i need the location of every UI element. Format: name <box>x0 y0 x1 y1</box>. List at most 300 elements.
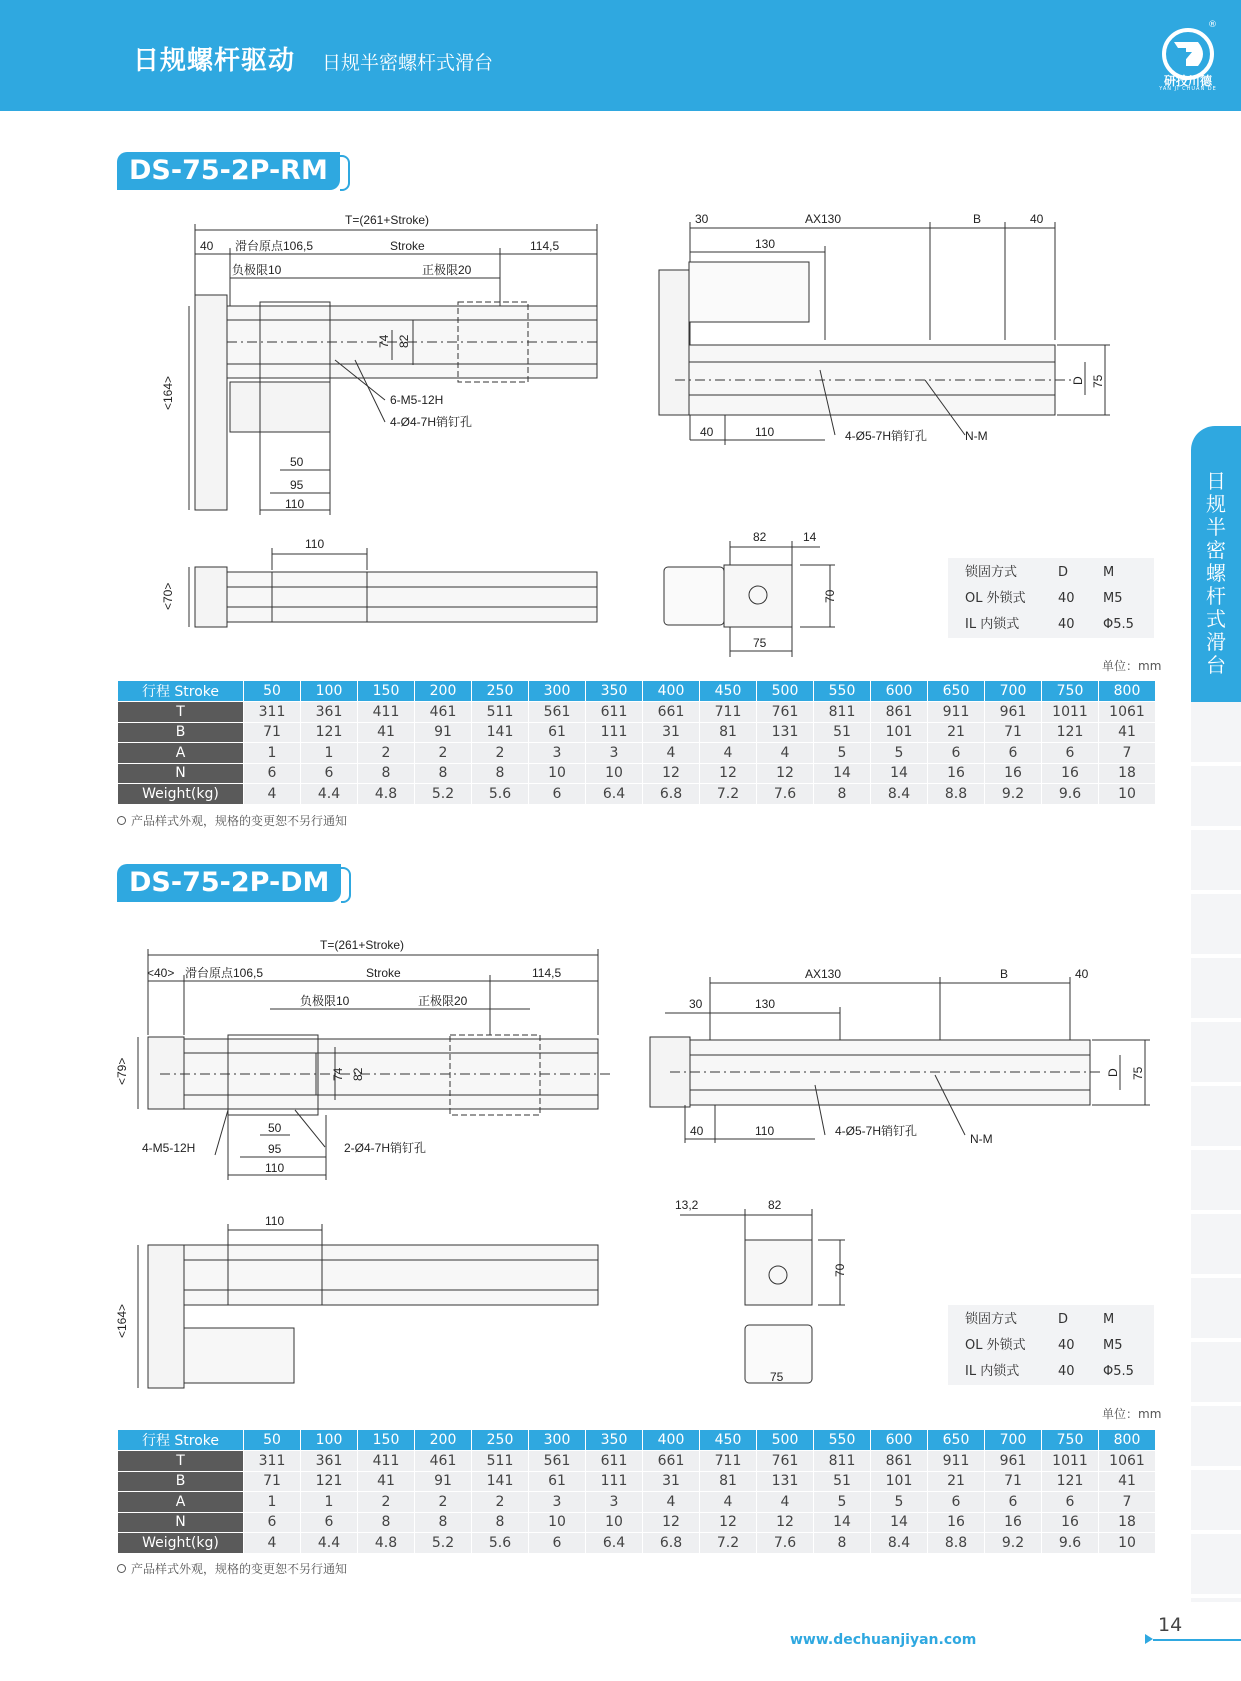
spec-stroke-cell: 500 <box>757 681 814 702</box>
spec-cell: 311 <box>244 1451 301 1472</box>
spec-stroke-cell: 750 <box>1042 1430 1099 1451</box>
spec-cell: 3 <box>529 743 586 764</box>
spec-cell: 1 <box>244 743 301 764</box>
spec-header-label: 行程 Stroke <box>118 681 244 702</box>
spec-cell: 61 <box>529 1471 586 1492</box>
page-underline <box>1153 1639 1241 1641</box>
spec-cell: 6.4 <box>586 1533 643 1554</box>
spec-cell: 8 <box>415 1512 472 1533</box>
lock-row <box>948 1333 1154 1359</box>
spec-cell: 16 <box>1042 763 1099 784</box>
lock-row <box>948 1307 1154 1333</box>
spec-cell: 2 <box>358 1492 415 1513</box>
dm-side-b: B <box>1000 967 1009 981</box>
spec-stroke-cell: 100 <box>301 1430 358 1451</box>
spec-cell: 8.4 <box>871 1533 928 1554</box>
spec-stroke-cell: 300 <box>529 1430 586 1451</box>
spec-stroke-cell: 600 <box>871 681 928 702</box>
spec-cell: 14 <box>871 763 928 784</box>
registered-mark: ® <box>1208 20 1217 30</box>
spec-cell: 1 <box>301 743 358 764</box>
dm-dim-79: <79> <box>115 1057 129 1085</box>
spec-stroke-cell: 650 <box>928 1430 985 1451</box>
spec-stroke-cell: 250 <box>472 1430 529 1451</box>
lock-table-rm <box>948 558 1154 638</box>
spec-stroke-cell: 450 <box>700 1430 757 1451</box>
lock-row <box>948 586 1154 612</box>
spec-cell: 8.8 <box>928 784 985 805</box>
spec-cell: 5.6 <box>472 1533 529 1554</box>
dm-dim-neg: 负极限10 <box>300 994 350 1008</box>
spec-cell: 4.4 <box>301 784 358 805</box>
unit-label-rm: 单位：mm <box>1102 659 1162 673</box>
spec-cell: 61 <box>529 722 586 743</box>
spec-cell: 6 <box>985 1492 1042 1513</box>
spec-cell: 561 <box>529 1451 586 1472</box>
drawing-side-view-dm <box>645 965 1165 1155</box>
lock-cell: M5 <box>1103 1338 1123 1353</box>
page-header <box>0 0 1241 111</box>
spec-cell: 14 <box>871 1512 928 1533</box>
spec-stroke-cell: 500 <box>757 1430 814 1451</box>
spec-cell: 561 <box>529 702 586 723</box>
side-stripes <box>1191 702 1241 1602</box>
spec-cell: 2 <box>472 1492 529 1513</box>
end-dim-82: 82 <box>753 530 767 544</box>
spec-cell: 51 <box>814 722 871 743</box>
dm-dim-82: 82 <box>351 1067 365 1081</box>
page-arrow-icon <box>1145 1634 1153 1644</box>
spec-cell: 8 <box>472 763 529 784</box>
drawing-end-view-rm <box>650 527 850 662</box>
spec-cell: 8 <box>814 784 871 805</box>
dm-holes-pin: 2-Ø4-7H销钉孔 <box>344 1141 427 1155</box>
spec-cell: 7.2 <box>700 784 757 805</box>
spec-cell: 761 <box>757 702 814 723</box>
side-dim-d: D <box>1071 376 1085 385</box>
dim-neg-limit: 负极限10 <box>232 263 282 277</box>
spec-cell: 3 <box>529 1492 586 1513</box>
spec-cell: 6 <box>301 1512 358 1533</box>
spec-cell: 8.4 <box>871 784 928 805</box>
spec-stroke-cell: 400 <box>643 1430 700 1451</box>
dm-dim-95: 95 <box>268 1142 282 1156</box>
spec-cell: 111 <box>586 722 643 743</box>
spec-cell: 961 <box>985 702 1042 723</box>
spec-cell: 9.6 <box>1042 784 1099 805</box>
spec-row-label: T <box>118 1451 244 1472</box>
dm-side-110: 110 <box>755 1124 775 1138</box>
spec-cell: 31 <box>643 1471 700 1492</box>
spec-cell: 1061 <box>1099 1451 1156 1472</box>
dm-dim-origin: 滑台原点106,5 <box>185 966 264 980</box>
spec-cell: 4 <box>643 743 700 764</box>
spec-cell: 6.4 <box>586 784 643 805</box>
note-rm: 产品样式外观，规格的变更恕不另行通知 <box>117 812 347 829</box>
spec-stroke-cell: 800 <box>1099 1430 1156 1451</box>
dm-side-40: 40 <box>1075 967 1089 981</box>
spec-cell: 861 <box>871 702 928 723</box>
spec-cell: 7.6 <box>757 1533 814 1554</box>
spec-cell: 5.2 <box>415 1533 472 1554</box>
spec-row <box>118 784 1156 805</box>
dm-side-nm: N-M <box>970 1132 993 1146</box>
spec-cell: 811 <box>814 702 871 723</box>
spec-cell: 71 <box>985 722 1042 743</box>
end-dim-14: 14 <box>803 530 817 544</box>
spec-stroke-cell: 700 <box>985 1430 1042 1451</box>
spec-cell: 1011 <box>1042 1451 1099 1472</box>
spec-cell: 411 <box>358 702 415 723</box>
spec-cell: 10 <box>1099 1533 1156 1554</box>
spec-cell: 6 <box>301 763 358 784</box>
side-dim-130: 130 <box>755 237 776 251</box>
spec-row-label: A <box>118 743 244 764</box>
spec-stroke-cell: 600 <box>871 1430 928 1451</box>
spec-cell: 131 <box>757 1471 814 1492</box>
spec-cell: 12 <box>700 763 757 784</box>
dim-82: 82 <box>397 334 411 348</box>
lock-cell: 锁固方式 <box>965 1312 1018 1327</box>
spec-cell: 611 <box>586 1451 643 1472</box>
dm-end-70: 70 <box>833 1263 847 1277</box>
spec-stroke-cell: 550 <box>814 681 871 702</box>
lock-table-dm <box>948 1305 1154 1385</box>
spec-cell: 14 <box>814 763 871 784</box>
dim-50: 50 <box>290 455 304 469</box>
spec-cell: 12 <box>700 1512 757 1533</box>
dm-side-75: 75 <box>1131 1066 1145 1080</box>
spec-stroke-cell: 750 <box>1042 681 1099 702</box>
spec-row-label: T <box>118 702 244 723</box>
spec-cell: 711 <box>700 1451 757 1472</box>
spec-cell: 1 <box>244 1492 301 1513</box>
spec-row <box>118 1512 1156 1533</box>
lock-cell: D <box>1058 565 1069 580</box>
spec-stroke-cell: 300 <box>529 681 586 702</box>
spec-cell: 71 <box>244 722 301 743</box>
spec-stroke-cell: 100 <box>301 681 358 702</box>
dm-dim-110: 110 <box>265 1161 285 1175</box>
spec-cell: 16 <box>928 763 985 784</box>
spec-cell: 41 <box>358 722 415 743</box>
dm-bottom-110: 110 <box>265 1214 285 1228</box>
dm-dim-114: 114,5 <box>532 966 562 980</box>
dim-110: 110 <box>285 497 305 511</box>
spec-cell: 4 <box>757 743 814 764</box>
dim-40: 40 <box>200 239 214 253</box>
spec-cell: 3 <box>586 743 643 764</box>
dm-dim-pos: 正极限20 <box>418 994 468 1008</box>
spec-row <box>118 1533 1156 1554</box>
spec-header-row <box>118 1430 1156 1451</box>
spec-cell: 16 <box>928 1512 985 1533</box>
spec-cell: 4 <box>700 1492 757 1513</box>
spec-cell: 4 <box>244 1533 301 1554</box>
spec-cell: 10 <box>529 763 586 784</box>
lock-cell: M5 <box>1103 591 1123 606</box>
spec-cell: 18 <box>1099 1512 1156 1533</box>
spec-cell: 4 <box>643 1492 700 1513</box>
spec-cell: 121 <box>1042 1471 1099 1492</box>
spec-row-label: Weight(kg) <box>118 1533 244 1554</box>
spec-cell: 81 <box>700 722 757 743</box>
side-dim-b: B <box>973 212 982 226</box>
end-dim-75: 75 <box>753 636 767 650</box>
dim-pos-limit: 正极限20 <box>422 263 472 277</box>
spec-cell: 8 <box>415 763 472 784</box>
spec-cell: 101 <box>871 1471 928 1492</box>
spec-cell: 1 <box>301 1492 358 1513</box>
spec-cell: 31 <box>643 722 700 743</box>
spec-cell: 6 <box>1042 743 1099 764</box>
dim-114: 114,5 <box>530 239 560 253</box>
lock-cell: M <box>1103 1312 1115 1327</box>
dm-side-ax: AX130 <box>805 967 842 981</box>
dm-dim-stroke: Stroke <box>366 966 401 980</box>
spec-cell: 12 <box>757 763 814 784</box>
spec-header-label: 行程 Stroke <box>118 1430 244 1451</box>
spec-cell: 131 <box>757 722 814 743</box>
spec-cell: 661 <box>643 702 700 723</box>
spec-row <box>118 1471 1156 1492</box>
lock-cell: 40 <box>1058 1364 1075 1379</box>
spec-stroke-cell: 50 <box>244 1430 301 1451</box>
spec-cell: 7 <box>1099 1492 1156 1513</box>
side-dim-30: 30 <box>695 212 709 226</box>
spec-cell: 8 <box>358 763 415 784</box>
spec-row <box>118 702 1156 723</box>
drawing-top-view-rm <box>160 210 610 515</box>
spec-row-label: B <box>118 1471 244 1492</box>
lock-cell: Φ5.5 <box>1103 1364 1134 1379</box>
spec-cell: 661 <box>643 1451 700 1472</box>
spec-cell: 2 <box>415 743 472 764</box>
spec-cell: 91 <box>415 722 472 743</box>
logo-text: 研技川德 <box>1163 74 1212 88</box>
spec-cell: 41 <box>358 1471 415 1492</box>
lock-row <box>948 612 1154 638</box>
spec-cell: 101 <box>871 722 928 743</box>
spec-row-label: N <box>118 763 244 784</box>
spec-cell: 3 <box>586 1492 643 1513</box>
spec-cell: 6.8 <box>643 784 700 805</box>
spec-cell: 511 <box>472 702 529 723</box>
spec-stroke-cell: 450 <box>700 681 757 702</box>
spec-cell: 6 <box>985 743 1042 764</box>
spec-stroke-cell: 550 <box>814 1430 871 1451</box>
model-title-dm: DS-75-2P-DM <box>117 864 341 902</box>
spec-cell: 9.2 <box>985 784 1042 805</box>
spec-cell: 311 <box>244 702 301 723</box>
spec-stroke-cell: 800 <box>1099 681 1156 702</box>
dim-95: 95 <box>290 478 304 492</box>
spec-cell: 861 <box>871 1451 928 1472</box>
spec-cell: 121 <box>1042 722 1099 743</box>
spec-cell: 10 <box>1099 784 1156 805</box>
lock-cell: M <box>1103 565 1115 580</box>
spec-cell: 711 <box>700 702 757 723</box>
spec-cell: 7.6 <box>757 784 814 805</box>
spec-cell: 5 <box>871 743 928 764</box>
spec-cell: 6 <box>244 763 301 784</box>
spec-cell: 5 <box>814 743 871 764</box>
side-tab-label: 日 规 半 密 螺 杆 式 滑 台 <box>1206 469 1226 677</box>
side-category-tab <box>1191 426 1241 702</box>
spec-cell: 911 <box>928 702 985 723</box>
spec-row <box>118 722 1156 743</box>
spec-cell: 8.8 <box>928 1533 985 1554</box>
spec-cell: 6 <box>529 784 586 805</box>
spec-cell: 121 <box>301 722 358 743</box>
spec-cell: 8 <box>814 1533 871 1554</box>
spec-stroke-cell: 350 <box>586 1430 643 1451</box>
spec-cell: 10 <box>529 1512 586 1533</box>
spec-cell: 71 <box>244 1471 301 1492</box>
drawing-bottom-view-rm <box>160 532 600 632</box>
side-dim-110: 110 <box>755 425 775 439</box>
dm-dim-40: <40> <box>147 966 175 980</box>
dm-dim-total: T=(261+Stroke) <box>320 938 405 952</box>
spec-cell: 10 <box>586 763 643 784</box>
spec-cell: 21 <box>928 1471 985 1492</box>
lock-cell: 锁固方式 <box>965 565 1018 580</box>
lock-cell: OL 外锁式 <box>965 1338 1026 1353</box>
drawing-side-view-rm <box>655 210 1125 450</box>
spec-cell: 5 <box>814 1492 871 1513</box>
spec-cell: 141 <box>472 722 529 743</box>
spec-cell: 4.8 <box>358 784 415 805</box>
dm-dim-74: 74 <box>331 1067 345 1081</box>
spec-cell: 4 <box>757 1492 814 1513</box>
dim-origin: 滑台原点106,5 <box>235 239 314 253</box>
spec-cell: 4 <box>700 743 757 764</box>
dim-stroke: Stroke <box>390 239 425 253</box>
spec-cell: 6 <box>928 743 985 764</box>
spec-cell: 41 <box>1099 722 1156 743</box>
spec-cell: 121 <box>301 1471 358 1492</box>
spec-cell: 1011 <box>1042 702 1099 723</box>
spec-cell: 361 <box>301 1451 358 1472</box>
spec-row-label: B <box>118 722 244 743</box>
bottom-dim-70: <70> <box>161 582 175 610</box>
spec-cell: 361 <box>301 702 358 723</box>
spec-stroke-cell: 200 <box>415 681 472 702</box>
spec-cell: 5.6 <box>472 784 529 805</box>
drawing-end-view-dm <box>670 1195 860 1395</box>
spec-stroke-cell: 350 <box>586 681 643 702</box>
spec-cell: 911 <box>928 1451 985 1472</box>
spec-cell: 6 <box>244 1512 301 1533</box>
spec-row-label: N <box>118 1512 244 1533</box>
spec-cell: 5 <box>871 1492 928 1513</box>
holes-pin: 4-Ø4-7H销钉孔 <box>390 415 473 429</box>
spec-cell: 12 <box>643 763 700 784</box>
spec-cell: 21 <box>928 722 985 743</box>
lock-cell: 40 <box>1058 617 1075 632</box>
lock-cell: 40 <box>1058 591 1075 606</box>
spec-cell: 10 <box>586 1512 643 1533</box>
spec-cell: 14 <box>814 1512 871 1533</box>
spec-stroke-cell: 200 <box>415 1430 472 1451</box>
spec-header-row <box>118 681 1156 702</box>
model-title-rm: DS-75-2P-RM <box>117 152 340 190</box>
spec-table-dm <box>117 1429 1156 1554</box>
lock-cell: Φ5.5 <box>1103 617 1134 632</box>
spec-cell: 4 <box>244 784 301 805</box>
lock-cell: 40 <box>1058 1338 1075 1353</box>
dm-side-30: 30 <box>689 997 703 1011</box>
dim-164: <164> <box>161 375 175 410</box>
lock-cell: OL 外锁式 <box>965 591 1026 606</box>
dm-bottom-164: <164> <box>115 1303 129 1338</box>
spec-cell: 8 <box>472 1512 529 1533</box>
spec-stroke-cell: 150 <box>358 1430 415 1451</box>
spec-cell: 141 <box>472 1471 529 1492</box>
spec-cell: 761 <box>757 1451 814 1472</box>
spec-cell: 2 <box>358 743 415 764</box>
spec-cell: 9.2 <box>985 1533 1042 1554</box>
holes-m5: 6-M5-12H <box>390 393 444 407</box>
lock-row <box>948 1359 1154 1385</box>
spec-cell: 961 <box>985 1451 1042 1472</box>
spec-stroke-cell: 50 <box>244 681 301 702</box>
spec-cell: 6 <box>1042 1492 1099 1513</box>
side-nm: N-M <box>965 429 988 443</box>
spec-row <box>118 743 1156 764</box>
spec-stroke-cell: 250 <box>472 681 529 702</box>
bottom-dim-110: 110 <box>305 537 325 551</box>
header-title: 日规螺杆驱动 <box>133 46 296 76</box>
spec-cell: 2 <box>415 1492 472 1513</box>
lock-cell: IL 内锁式 <box>965 1364 1020 1379</box>
spec-row <box>118 763 1156 784</box>
dm-end-132: 13,2 <box>675 1198 699 1212</box>
spec-cell: 51 <box>814 1471 871 1492</box>
spec-cell: 411 <box>358 1451 415 1472</box>
spec-cell: 9.6 <box>1042 1533 1099 1554</box>
spec-cell: 41 <box>1099 1471 1156 1492</box>
spec-cell: 12 <box>643 1512 700 1533</box>
dm-side-holes: 4-Ø5-7H销钉孔 <box>835 1124 918 1138</box>
side-dim-ax: AX130 <box>805 212 842 226</box>
spec-row <box>118 1492 1156 1513</box>
spec-cell: 16 <box>985 763 1042 784</box>
spec-table-rm <box>117 680 1156 805</box>
spec-cell: 81 <box>700 1471 757 1492</box>
lock-cell: D <box>1058 1312 1069 1327</box>
footer-url: www.dechuanjiyan.com <box>790 1632 977 1648</box>
dm-side-d: D <box>1106 1068 1120 1077</box>
spec-cell: 4.4 <box>301 1533 358 1554</box>
spec-cell: 91 <box>415 1471 472 1492</box>
logo-subtext: YAN JI CHUAN DE <box>1159 86 1217 92</box>
spec-cell: 1061 <box>1099 702 1156 723</box>
spec-cell: 6.8 <box>643 1533 700 1554</box>
spec-cell: 461 <box>415 702 472 723</box>
spec-cell: 811 <box>814 1451 871 1472</box>
side-holes: 4-Ø5-7H销钉孔 <box>845 429 928 443</box>
side-dim-40: 40 <box>1030 212 1044 226</box>
side-dim-75: 75 <box>1091 374 1105 388</box>
drawing-bottom-view-dm <box>115 1210 610 1395</box>
header-subtitle: 日规半密螺杆式滑台 <box>322 52 494 74</box>
spec-cell: 7 <box>1099 743 1156 764</box>
dm-dim-50: 50 <box>268 1121 282 1135</box>
lock-cell: IL 内锁式 <box>965 617 1020 632</box>
lock-row <box>948 560 1154 586</box>
spec-stroke-cell: 150 <box>358 681 415 702</box>
